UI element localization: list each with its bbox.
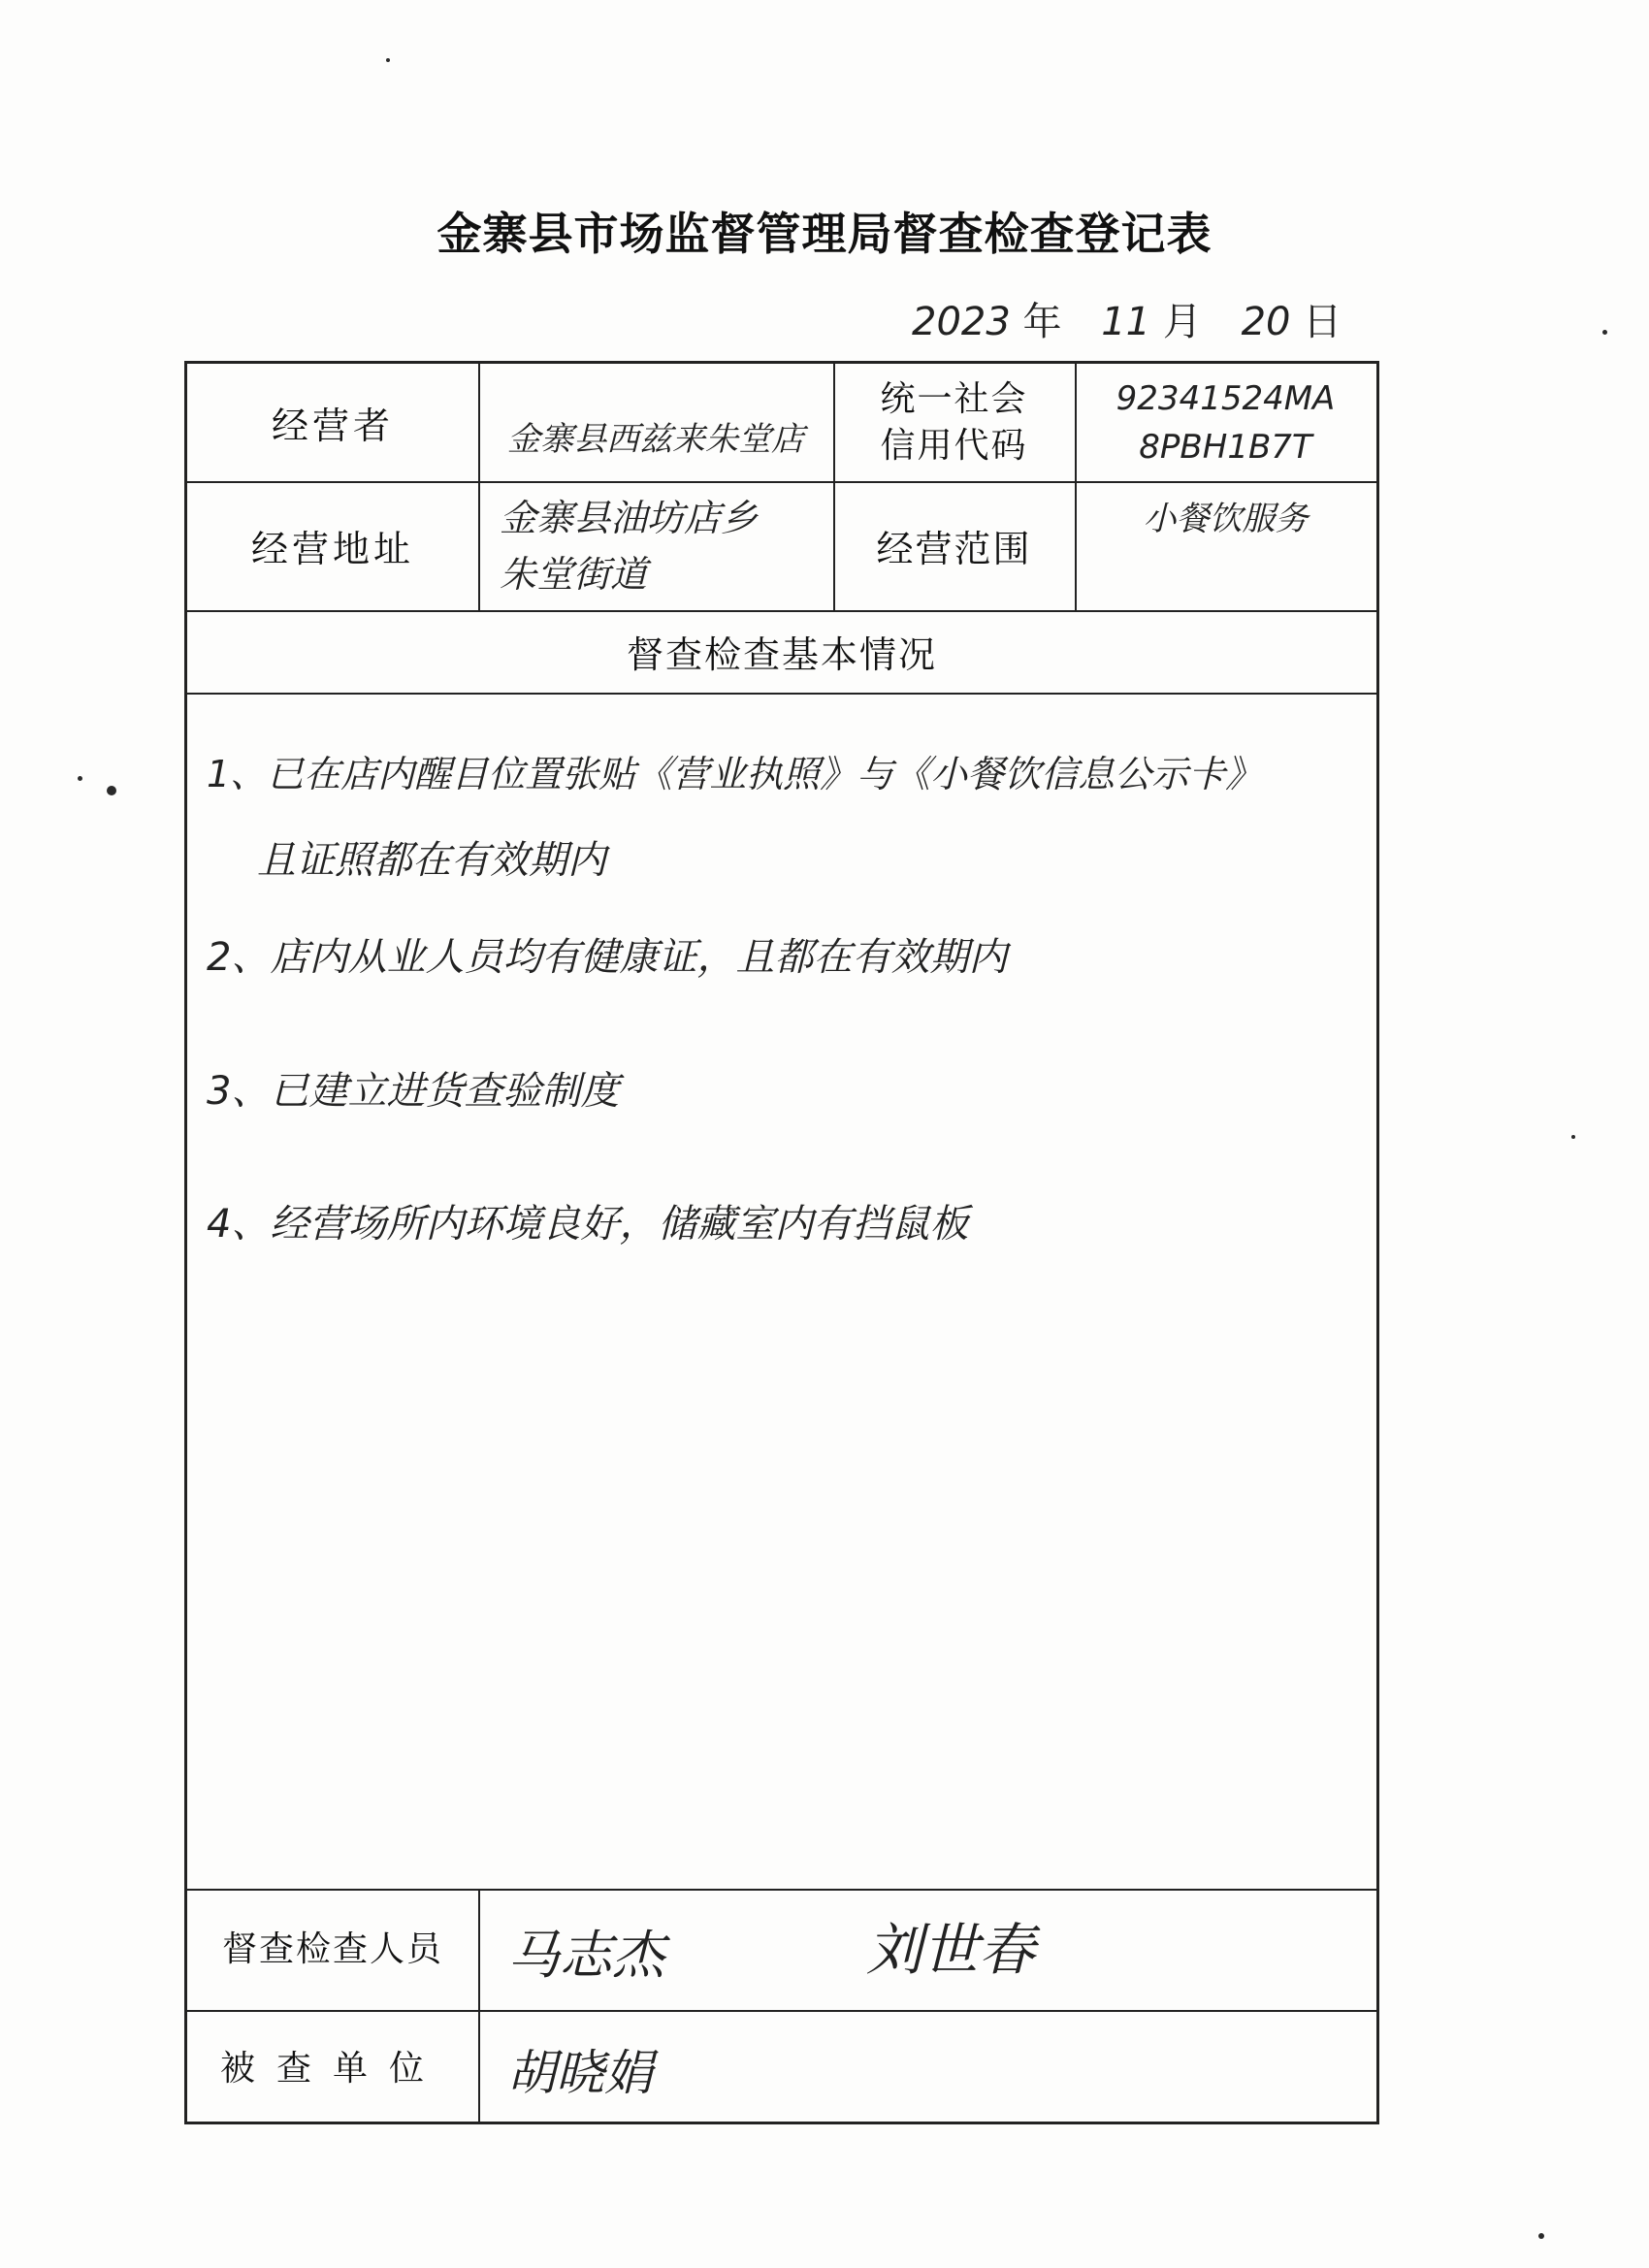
scan-speck: [1538, 2233, 1544, 2239]
finding-line-4: 4、经营场所内环境良好，储藏室内有挡鼠板: [207, 1202, 969, 1247]
row-divider: [187, 693, 1376, 695]
scan-speck: [1602, 330, 1607, 335]
date-year: 2023: [912, 300, 1011, 344]
inspected-unit-label: 被查单位: [219, 2049, 445, 2089]
scope-value: 小餐饮服务: [1143, 500, 1309, 538]
operator-value: 金寨县西兹来朱堂店: [507, 419, 804, 459]
address-value: [478, 481, 833, 610]
finding-line-1-cont: 且证照都在有效期内: [257, 838, 606, 883]
date-year-unit: 年: [1022, 300, 1062, 344]
col-divider: [478, 1889, 480, 2122]
credit-code-label: [833, 364, 1075, 481]
address-label: 经营地址: [250, 528, 414, 570]
scope-label: 经营范围: [876, 528, 1032, 570]
form-date: [912, 291, 1342, 346]
credit-code-label-line2: 信用代码: [880, 425, 1028, 466]
date-day: 20: [1241, 300, 1291, 344]
inspector-signature-1: 马志杰: [507, 1925, 664, 1986]
scan-speck: [1571, 1135, 1575, 1139]
inspector-signature-2: 刘世春: [866, 1917, 1036, 1983]
inspection-form-table: [184, 361, 1379, 2124]
scan-speck: [386, 58, 390, 62]
section-header: 督查检查基本情况: [626, 633, 937, 676]
finding-line-2: 2、店内从业人员均有健康证，且都在有效期内: [207, 935, 1008, 980]
credit-code-value-line2: 8PBH1B7T: [1139, 427, 1312, 467]
inspectors-label: 督查检查人员: [221, 1928, 443, 1969]
date-month: 11: [1101, 300, 1151, 344]
date-month-unit: 月: [1162, 300, 1202, 344]
finding-line-1: 1、已在店内醒目位置张贴《营业执照》与《小餐饮信息公示卡》: [207, 753, 1263, 795]
finding-line-3: 3、已建立进货查验制度: [207, 1069, 620, 1114]
credit-code-label-line1: 统一社会: [880, 378, 1028, 419]
credit-code-value: [1075, 364, 1376, 481]
address-value-line1: 金寨县油坊店乡: [500, 496, 759, 539]
operator-label: 经营者: [271, 405, 394, 447]
credit-code-value-line1: 92341524MA: [1116, 378, 1336, 418]
scan-speck: [78, 776, 82, 781]
date-day-unit: 日: [1303, 300, 1342, 344]
address-value-line2: 朱堂街道: [500, 552, 648, 596]
inspected-unit-signature: 胡晓娟: [507, 2045, 653, 2101]
scan-speck: [107, 786, 116, 795]
form-title: 金寨县市场监督管理局督查检查登记表: [436, 208, 1212, 260]
